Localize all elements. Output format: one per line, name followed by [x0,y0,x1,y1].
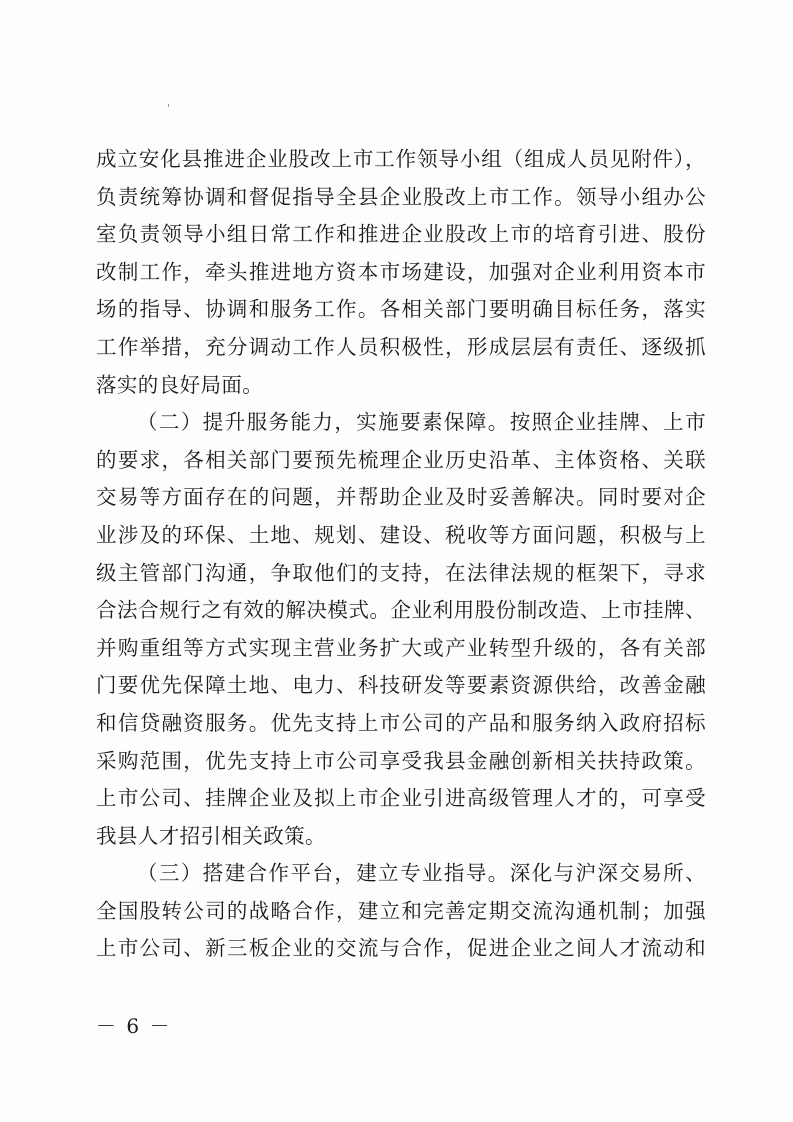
text-line-6: 工作举措，充分调动工作人员积极性，形成层层有责任、逐级抓 [96,334,706,359]
text-line-3: 室负责领导小组日常工作和推进企业股改上市的培育引进、股份 [96,222,706,247]
scan-mark [168,104,169,107]
text-line-21: 全国股转公司的战略合作，建立和完善定期交流沟通机制；加强 [96,898,706,923]
page-number: － 6 － [96,1014,172,1038]
text-line-4: 改制工作，牵头推进地方资本市场建设，加强对企业利用资本市 [96,259,706,284]
text-line-17: 采购范围，优先支持上市公司享受我县金融创新相关扶持政策。 [96,748,706,773]
text-line-20: （三）搭建合作平台，建立专业指导。深化与沪深交易所、 [137,861,706,886]
text-line-8: （二）提升服务能力，实施要素保障。按照企业挂牌、上市 [137,410,706,435]
text-line-9: 的要求，各相关部门要预先梳理企业历史沿革、主体资格、关联 [96,447,706,472]
text-line-7: 落实的良好局面。 [96,372,264,397]
text-line-15: 门要优先保障土地、电力、科技研发等要素资源供给，改善金融 [96,673,706,698]
text-line-16: 和信贷融资服务。优先支持上市公司的产品和服务纳入政府招标 [96,710,706,735]
body-text [96,141,706,968]
text-line-19: 我县人才招引相关政策。 [96,823,326,848]
text-line-2: 负责统筹协调和督促指导全县企业股改上市工作。领导小组办公 [96,184,706,209]
text-line-12: 级主管部门沟通，争取他们的支持，在法律法规的框架下，寻求 [96,560,706,585]
text-line-11: 业涉及的环保、土地、规划、建设、税收等方面问题，积极与上 [96,522,706,547]
text-line-18: 上市公司、挂牌企业及拟上市企业引进高级管理人才的，可享受 [96,786,706,811]
text-line-14: 并购重组等方式实现主营业务扩大或产业转型升级的，各有关部 [96,635,706,660]
text-line-13: 合法合规行之有效的解决模式。企业利用股份制改造、上市挂牌、 [96,598,706,623]
text-line-5: 场的指导、协调和服务工作。各相关部门要明确目标任务，落实 [96,297,706,322]
text-line-10: 交易等方面存在的问题，并帮助企业及时妥善解决。同时要对企 [96,485,706,510]
text-line-22: 上市公司、新三板企业的交流与合作，促进企业之间人才流动和 [96,936,706,961]
text-line-1: 成立安化县推进企业股改上市工作领导小组（组成人员见附件）， [96,147,706,171]
